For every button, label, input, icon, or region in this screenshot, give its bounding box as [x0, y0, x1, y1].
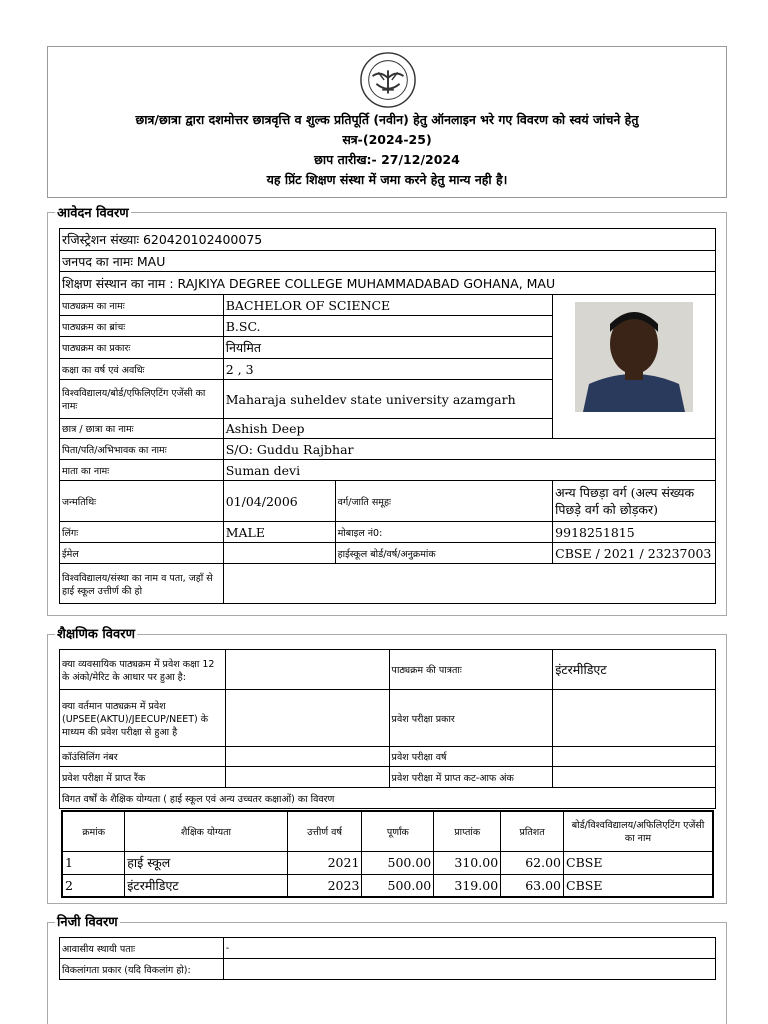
email-label: ईमेल — [60, 543, 224, 564]
hs-address — [223, 564, 715, 604]
qualification-cell: 62.00 — [501, 851, 564, 874]
merit-admission — [225, 650, 389, 690]
exam-type-label: प्रवेश परीक्षा प्रकार — [389, 690, 553, 747]
course-name: BACHELOR OF SCIENCE — [223, 295, 552, 316]
student-name: Ashish Deep — [223, 419, 552, 439]
exam-year-label: प्रवेश परीक्षा वर्ष — [389, 747, 553, 767]
dob-label: जन्मतिथिः — [60, 481, 224, 522]
district: जनपद का नामः MAU — [60, 251, 716, 272]
qualification-cell: 1 — [62, 851, 125, 874]
year-label: कक्षा का वर्ष एवं अवधिः — [60, 359, 224, 380]
qualification-cell: 500.00 — [362, 851, 434, 874]
address: - — [223, 938, 715, 959]
counselling — [225, 747, 389, 767]
qualification-cell: CBSE — [564, 874, 713, 897]
qualification-cell: 63.00 — [501, 874, 564, 897]
entrance-admission-label: क्या वर्तमान पाठ्यक्रम में प्रवेश (UPSEE(AKTU)/JEECUP/NEET) के माध्यम की प्रवेश परीक्षा से हुआ है — [60, 690, 226, 747]
cutoff-label: प्रवेश परीक्षा में प्राप्त कट-आफ अंक — [389, 767, 553, 788]
personal-legend: निजी विवरण — [55, 912, 120, 930]
hs-board: CBSE / 2021 / 23237003 — [553, 543, 716, 564]
qualification-cell: 2 — [62, 874, 125, 897]
qualification-row — [62, 851, 713, 874]
academic-table — [59, 649, 716, 809]
dob: 01/04/2006 — [223, 481, 335, 522]
gender: MALE — [223, 522, 335, 543]
qualification-column-header: प्रतिशत — [501, 811, 564, 851]
gender-label: लिंगः — [60, 522, 224, 543]
university: Maharaja suheldev state university azamgarh — [223, 380, 552, 419]
address-label: आवासीय स्थायी पताः — [60, 938, 224, 959]
qualification-column-header: क्रमांक — [62, 811, 125, 851]
application-table — [59, 228, 716, 604]
print-header — [47, 46, 727, 198]
eligibility-label: पाठ्यक्रम की पात्रताः — [389, 650, 553, 690]
university-label: विश्वविद्यालय/बोर्ड/एफिलिएटिंग एजेंसी का नामः — [60, 380, 224, 419]
category: अन्य पिछड़ा वर्ग (अल्प संख्यक पिछड़े वर्ग को छोड़कर) — [553, 481, 716, 522]
father-label: पिता/पति/अभिभावक का नामः — [60, 439, 224, 460]
qualification-column-header: शैक्षिक योग्यता — [125, 811, 287, 851]
exam-type — [553, 690, 716, 747]
student-label: छात्र / छात्रा का नामः — [60, 419, 224, 439]
notice: यह प्रिंट शिक्षण संस्था में जमा करने हेतु मान्य नही है। — [266, 172, 508, 187]
course-type: नियमित — [223, 337, 552, 359]
year: 2 , 3 — [223, 359, 552, 380]
qualification-cell: हाई स्कूल — [125, 851, 287, 874]
branch-label: पाठ्यक्रम का ब्रांचः — [60, 316, 224, 337]
qualification-column-header: बोर्ड/विश्वविद्यालय/अफिलिएटिंग एजेंसी का नाम — [564, 811, 713, 851]
qualification-header-row — [62, 811, 713, 851]
past-qualifications-title: विगत वर्षों के शैक्षिक योग्यता ( हाई स्कूल एवं अन्य उच्चतर कक्षाओं) का विवरण — [60, 788, 716, 809]
mother-name: Suman devi — [223, 460, 715, 481]
qualification-cell: CBSE — [564, 851, 713, 874]
registration-number: रजिस्ट्रेशन संख्याः 620420102400075 — [60, 229, 716, 251]
exam-year — [553, 747, 716, 767]
mobile: 9918251815 — [553, 522, 716, 543]
qualification-column-header: पूर्णांक — [362, 811, 434, 851]
form-title: छात्र/छात्रा द्वारा दशमोत्तर छात्रवृत्ति व शुल्क प्रतिपूर्ति (नवीन) हेतु ऑनलाइन भरे गए विवरण को स्वयं जांचने हेतु — [135, 112, 639, 127]
qualification-cell: इंटरमीडिएट — [125, 874, 287, 897]
merit-admission-label: क्या व्यवसायिक पाठ्यक्रम में प्रवेश कक्षा 12 के अंको/मेरिट के आधार पर हुआ है: — [60, 650, 226, 690]
up-govt-emblem-icon — [359, 51, 417, 109]
qualification-row — [62, 874, 713, 897]
course-name-label: पाठ्यक्रम का नामः — [60, 295, 224, 316]
student-photo — [575, 302, 693, 412]
student-photo-icon — [575, 302, 693, 412]
institution-name: शिक्षण संस्थान का नाम : RAJKIYA DEGREE COLLEGE MUHAMMADABAD GOHANA, MAU — [60, 272, 716, 295]
eligibility: इंटरमीडिएट — [553, 650, 716, 690]
father-name: S/O: Guddu Rajbhar — [223, 439, 715, 460]
entrance-admission — [225, 690, 389, 747]
session: सत्र-(2024-25) — [342, 132, 432, 147]
qualification-cell: 2023 — [287, 874, 362, 897]
qualification-cell: 310.00 — [434, 851, 501, 874]
mobile-label: मोबाइल नं0: — [335, 522, 553, 543]
disability-label: विकलांगता प्रकार (यदि विकलांग हो): — [60, 959, 224, 980]
personal-table — [59, 937, 716, 980]
qualification-cell: 500.00 — [362, 874, 434, 897]
rank-label: प्रवेश परीक्षा में प्राप्त रैंक — [60, 767, 226, 788]
qualification-column-header: उत्तीर्ण वर्ष — [287, 811, 362, 851]
cutoff — [553, 767, 716, 788]
disability — [223, 959, 715, 980]
branch: B.SC. — [223, 316, 552, 337]
qualification-column-header: प्राप्तांक — [434, 811, 501, 851]
qualification-table — [61, 810, 714, 898]
qualification-cell: 319.00 — [434, 874, 501, 897]
qualification-cell: 2021 — [287, 851, 362, 874]
hs-board-label: हाईस्कूल बोर्ड/वर्ष/अनुक्रमांक — [335, 543, 553, 564]
rank — [225, 767, 389, 788]
mother-label: माता का नामः — [60, 460, 224, 481]
counselling-label: कॉउंसिलिंग नंबर — [60, 747, 226, 767]
print-date: छाप तारीख:- 27/12/2024 — [314, 152, 460, 167]
academic-legend: शैक्षणिक विवरण — [55, 624, 137, 642]
category-label: वर्ग/जाति समूहः — [335, 481, 553, 522]
hs-address-label: विश्वविद्यालय/संस्था का नाम व पता, जहाँ से हाई स्कूल उत्तीर्ण की हो — [60, 564, 224, 604]
course-type-label: पाठ्यक्रम का प्रकारः — [60, 337, 224, 359]
email — [223, 543, 335, 564]
application-legend: आवेदन विवरण — [55, 203, 131, 221]
